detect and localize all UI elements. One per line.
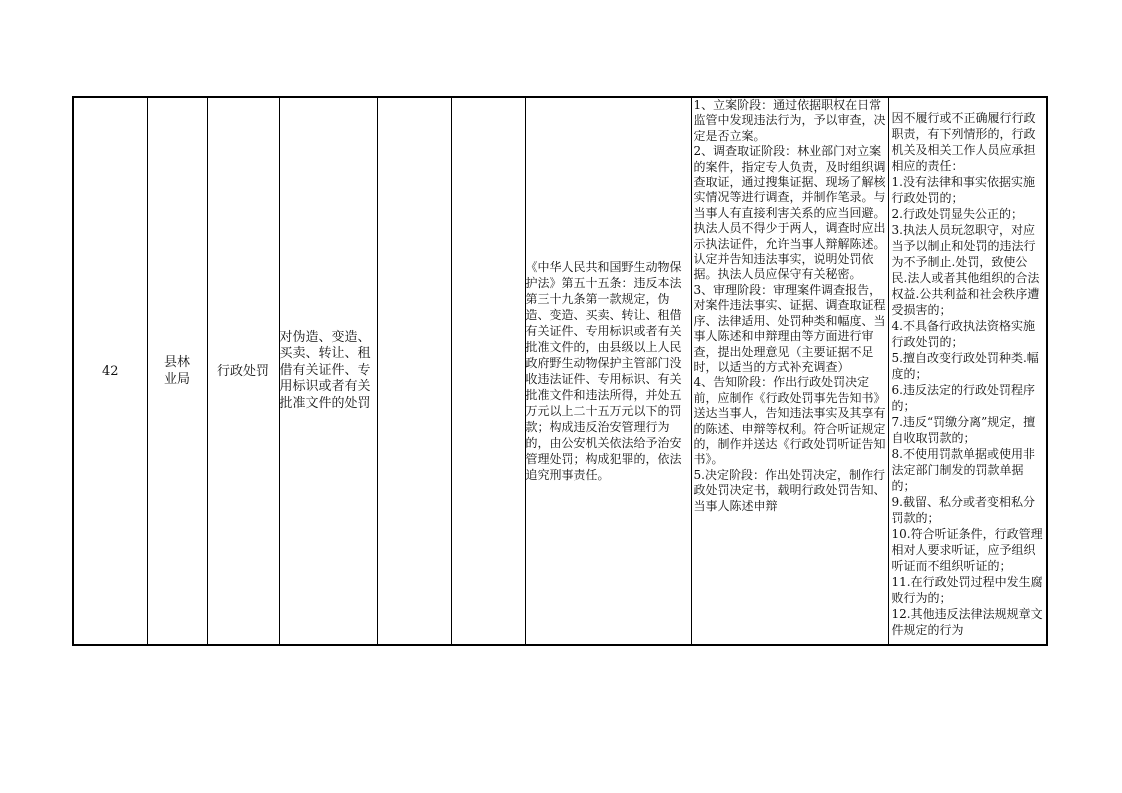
procedure-step: 2、调查取证阶段：林业部门对立案的案件，指定专人负责，及时组织调查取证，通过搜集证据、现场了解核实情况等进行调查，并制作笔录。与当事人有直接利害关系的应当回避。执法人员不得少于两人，调查时应出示执法证件，允许当事人辩解陈述。认定并告知违法事实，说明处罚依据。执法人员应保守有关秘密。 <box>693 144 886 282</box>
responsibility-line: 10.符合听证条件，行政管理相对人要求听证，应予组织听证而不组织听证的； <box>891 527 1043 573</box>
procedure-text <box>692 98 888 644</box>
responsibility-line: 11.在行政处罚过程中发生腐败行为的； <box>891 575 1043 605</box>
empty-cell <box>451 97 525 645</box>
responsibility-line: 1.没有法律和事实依据实施行政处罚的； <box>891 175 1035 205</box>
responsibility-line: 6.违反法定的行政处罚程序的； <box>891 383 1035 413</box>
row-number: 42 <box>101 363 119 379</box>
item-table <box>72 96 1048 646</box>
responsibility-line: 12.其他违反法律法规规章文件规定的行为 <box>891 607 1043 637</box>
row-number-cell <box>73 97 147 645</box>
procedure-step: 4、告知阶段：作出行政处罚决定前，应制作《行政处罚事先告知书》送达当事人，告知违法事实及其享有的陈述、申辩等权利。符合听证规定的，制作并送达《行政处罚听证告知书》。 <box>693 375 886 467</box>
responsibility-line: 8.不使用罚款单据或使用非法定部门制发的罚款单据的； <box>891 447 1035 493</box>
responsibility-line: 因不履行或不正确履行行政职责，有下列情形的，行政机关及相关工作人员应承担相应的责任： <box>891 111 1036 173</box>
legal-basis-cell <box>525 97 691 645</box>
responsibility-line: 4.不具备行政执法资格实施行政处罚的； <box>891 319 1035 349</box>
department-name: 县林业局 <box>163 355 190 387</box>
responsibility-line: 7.违反“罚缴分离”规定，擅自收取罚款的； <box>891 415 1036 445</box>
responsibility-line: 2.行政处罚显失公正的； <box>891 207 1023 221</box>
category-cell <box>207 97 279 645</box>
responsibility-line: 5.擅自改变行政处罚种类.幅度的； <box>891 351 1039 381</box>
item-name-cell <box>279 97 377 645</box>
responsibility-line: 3.执法人员玩忽职守，对应当予以制止和处罚的违法行为不予制止.处罚，致使公民.法人或者其他组织的合法权益.公共利益和社会秩序遭受损害的； <box>891 223 1040 317</box>
table-row <box>73 97 1047 645</box>
sub-item-cell <box>377 97 451 645</box>
responsibility-cell <box>888 97 1047 645</box>
legal-basis: 《中华人民共和国野生动物保护法》第五十五条：违反本法第三十九条第一款规定，伪造、变造、买卖、转让、租借有关证件、专用标识或者有关批准文件的，由县级以上人民政府野生动物保护主管部门没收违法证件、专用标识、有关批准文件和违法所得，并处五万元以上二十五万元以下的罚款；构成违反治安管理行为的，由公安机关依法给予治安管理处罚；构成犯罪的，依法追究刑事责任。 <box>525 260 682 482</box>
department-cell <box>147 97 207 645</box>
item-name: 对伪造、变造、买卖、转让、租借有关证件、专用标识或者有关批准文件的处罚 <box>279 329 371 411</box>
category-label: 行政处罚 <box>216 363 269 379</box>
procedure-step: 5.决定阶段：作出处罚决定，制作行政处罚决定书，载明行政处罚告知、当事人陈述申辩 <box>693 467 886 513</box>
responsibility-text <box>889 98 1047 638</box>
procedure-cell <box>691 97 888 645</box>
responsibility-line: 9.截留、私分或者变相私分罚款的； <box>891 495 1035 525</box>
procedure-step: 1、立案阶段：通过依据职权在日常监管中发现违法行为，予以审查，决定是否立案。 <box>693 98 886 143</box>
procedure-step: 3、审理阶段：审理案件调查报告，对案件违法事实、证据、调查取证程序、法律适用、处罚种类和幅度、当事人陈述和申辩理由等方面进行审查，提出处理意见（主要证据不足时，以适当的方式补充调查） <box>693 282 886 374</box>
